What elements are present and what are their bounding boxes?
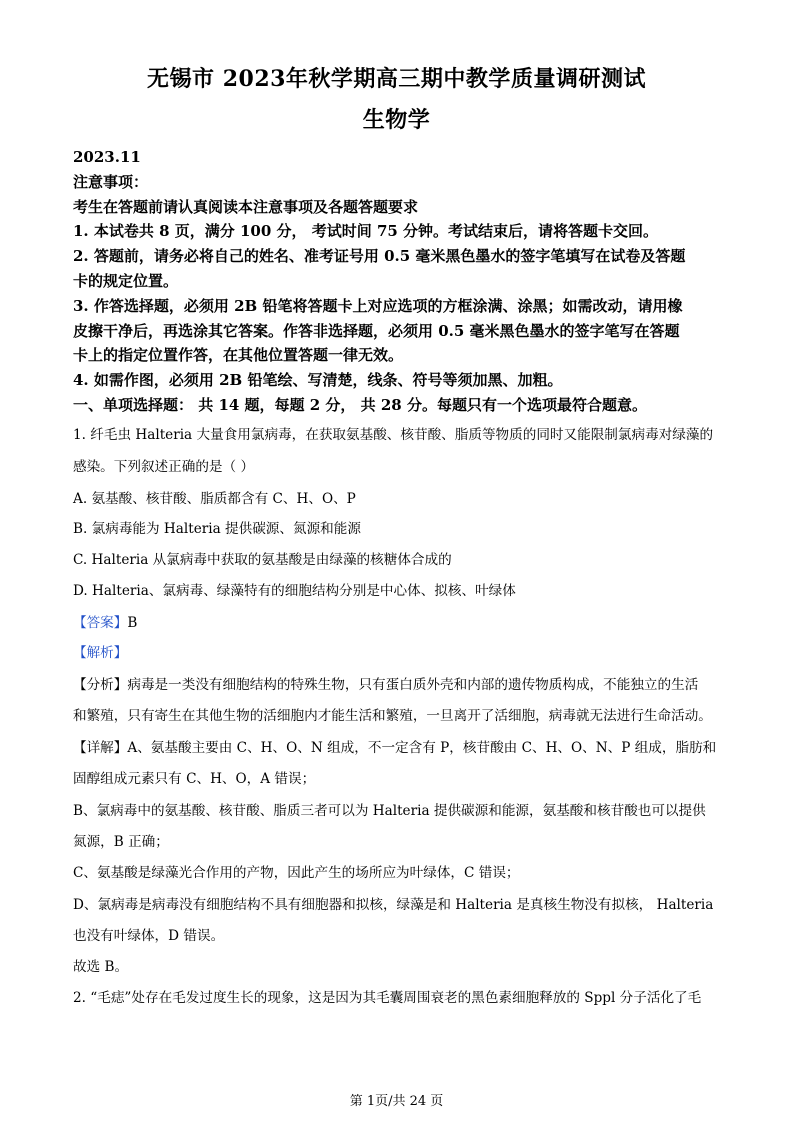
notice-heading: 注意事项： [73, 173, 149, 191]
exam-subject: 生物学 [362, 107, 431, 133]
notice-item-3b: 皮擦干净后，再选涂其它答案。作答非选择题，必须用 0.5 毫米黑色墨水的签字笔写在答题 [73, 322, 680, 340]
notice-intro: 考生在答题前请认真阅读本注意事项及各题答题要求 [73, 198, 419, 216]
explain-b-line2: 氮源，B 正确； [73, 834, 169, 850]
q1-option-c: C. Halteria 从氯病毒中获取的氨基酸是由绿藻的核糖体合成的 [73, 552, 452, 568]
q1-option-a: A. 氨基酸、核苷酸、脂质都含有 C、H、O、P [73, 491, 356, 507]
answer-label: 【答案】 [73, 615, 128, 631]
xiangjie-line1: 【详解】A、氨基酸主要由 C、H、O、N 组成，不一定含有 P，核苷酸由 C、H、O、N、P 组成，脂肪和 [73, 740, 717, 756]
explain-c: C、氨基酸是绿藻光合作用的产物，因此产生的场所应为叶绿体，C 错误； [73, 865, 520, 881]
analysis-label: 【解析】 [73, 645, 128, 661]
notice-item-3a: 3. 作答选择题，必须用 2B 铅笔将答题卡上对应选项的方框涂满、涂黑；如需改动，请用橡 [73, 297, 683, 315]
q1-stem-line1: 1. 纤毛虫 Halteria 大量食用氯病毒，在获取氨基酸、核苷酸、脂质等物质的同时又能限制氯病毒对绿藻的 [73, 427, 714, 443]
notice-item-3c: 卡上的指定位置作答，在其他位置答题一律无效。 [73, 346, 404, 364]
notice-item-2a: 2. 答题前，请务必将自己的姓名、准考证号用 0.5 毫米黑色墨水的签字笔填写在试卷及答题 [73, 247, 686, 265]
exam-date: 2023.11 [73, 148, 141, 166]
xiangjie-line2: 固醇组成元素只有 C、H、O，A 错误； [73, 771, 316, 787]
q1-option-b: B. 氯病毒能为 Halteria 提供碳源、氮源和能源 [73, 521, 361, 537]
notice-item-1: 1. 本试卷共 8 页，满分 100 分， 考试时间 75 分钟。考试结束后，请将答题卡交回。 [73, 222, 659, 240]
notice-item-4: 4. 如需作图，必须用 2B 铅笔绘、写清楚，线条、符号等须加黑、加粗。 [73, 371, 563, 389]
fenxi-line2: 和繁殖，只有寄生在其他生物的活细胞内才能生活和繁殖，一旦离开了活细胞，病毒就无法进行生命活动。 [73, 708, 712, 724]
conclusion: 故选 B。 [73, 959, 129, 975]
q1-option-d: D. Halteria、氯病毒、绿藻特有的细胞结构分别是中心体、拟核、叶绿体 [73, 583, 516, 599]
explain-b-line1: B、氯病毒中的氨基酸、核苷酸、脂质三者可以为 Halteria 提供碳源和能源，氨基酸和核苷酸也可以提供 [73, 803, 706, 819]
q1-stem-line2: 感染。下列叙述正确的是（ ） [73, 459, 255, 475]
exam-title: 无锡市 2023年秋学期高三期中教学质量调研测试 [147, 66, 646, 92]
explain-d-line2: 也没有叶绿体，D 错误。 [73, 928, 225, 944]
explain-d-line1: D、氯病毒是病毒没有细胞结构不具有细胞器和拟核，绿藻是和 Halteria 是真核生物没有拟核， Halteria [73, 897, 714, 913]
notice-item-2b: 卡的规定位置。 [73, 272, 179, 290]
q2-stem-line1: 2. “毛痣”处存在毛发过度生长的现象，这是因为其毛囊周围衰老的黑色素细胞释放的 Sppl 分子活化了毛 [73, 990, 702, 1006]
fenxi-line1: 【分析】病毒是一类没有细胞结构的特殊生物，只有蛋白质外壳和内部的遗传物质构成，不能独立的生活 [73, 677, 699, 693]
section-heading: 一、单项选择题： 共 14 题，每题 2 分， 共 28 分。每题只有一个选项最符合题意。 [73, 396, 647, 414]
answer-line [73, 611, 137, 631]
page-number: 第 1页/共 24 页 [349, 1094, 444, 1109]
answer-value: B [127, 615, 138, 631]
